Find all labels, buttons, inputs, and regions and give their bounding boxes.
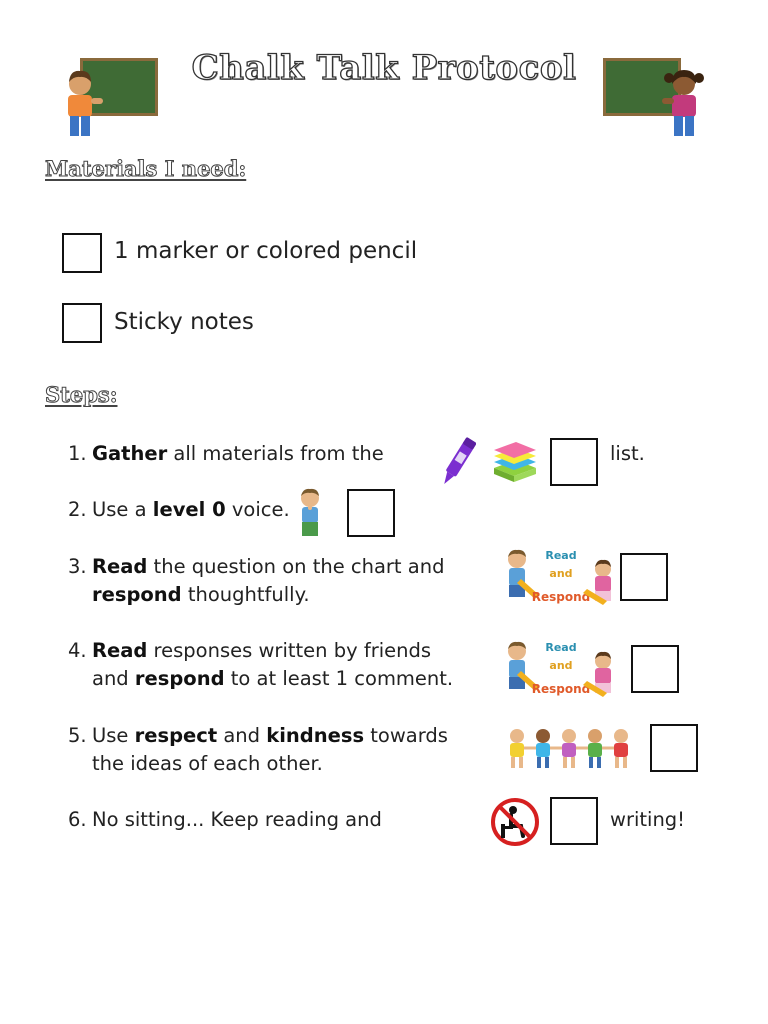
step-3: 3. Read the question on the chart and respond thoughtfully.	[68, 555, 445, 606]
sticky-notes-icon	[490, 438, 540, 488]
respond-label: Respond	[531, 682, 591, 696]
read-and-respond-icon	[503, 545, 623, 607]
step-6-checkbox[interactable]	[550, 797, 598, 845]
and-label: and	[549, 567, 573, 580]
quiet-voice-kid-icon	[296, 486, 326, 538]
page-title: Chalk Talk Protocol	[191, 48, 577, 88]
read-label: Read	[545, 641, 577, 654]
step-2-checkbox[interactable]	[347, 489, 395, 537]
materials-heading: Materials I need:	[45, 156, 247, 181]
step-3-checkbox[interactable]	[620, 553, 668, 601]
step-1: 1. Gather all materials from the	[68, 440, 384, 468]
chalkboard-girl-illustration	[600, 52, 710, 144]
and-label: and	[549, 659, 573, 672]
step-number: 1.	[68, 442, 87, 465]
respond-label: Respond	[531, 590, 591, 604]
step-4: 4. Read responses written by friends and respond to at least 1 comment.	[68, 639, 454, 690]
step-6-tail: writing!	[610, 808, 686, 831]
step-4-checkbox[interactable]	[631, 645, 679, 693]
children-holding-hands-icon	[503, 726, 635, 770]
step-2: 2. Use a level 0 voice.	[68, 498, 290, 521]
step-5: 5. Use respect and kindness towards the ideas of each other.	[68, 724, 448, 775]
materials-checkbox-sticky-notes[interactable]	[62, 303, 102, 343]
purple-marker-icon	[440, 434, 476, 490]
steps-heading: Steps:	[45, 382, 118, 407]
chalkboard-boy-illustration	[58, 52, 162, 144]
read-and-respond-icon	[503, 637, 623, 699]
read-label: Read	[545, 549, 577, 562]
step-1-checkbox[interactable]	[550, 438, 598, 486]
materials-checkbox-marker[interactable]	[62, 233, 102, 273]
step-1-tail: list.	[610, 442, 645, 465]
no-sitting-icon	[489, 796, 541, 848]
materials-item-marker: 1 marker or colored pencil	[114, 238, 418, 264]
step-6: 6. No sitting... Keep reading and	[68, 808, 382, 831]
step-5-checkbox[interactable]	[650, 724, 698, 772]
materials-item-sticky-notes: Sticky notes	[114, 309, 254, 335]
